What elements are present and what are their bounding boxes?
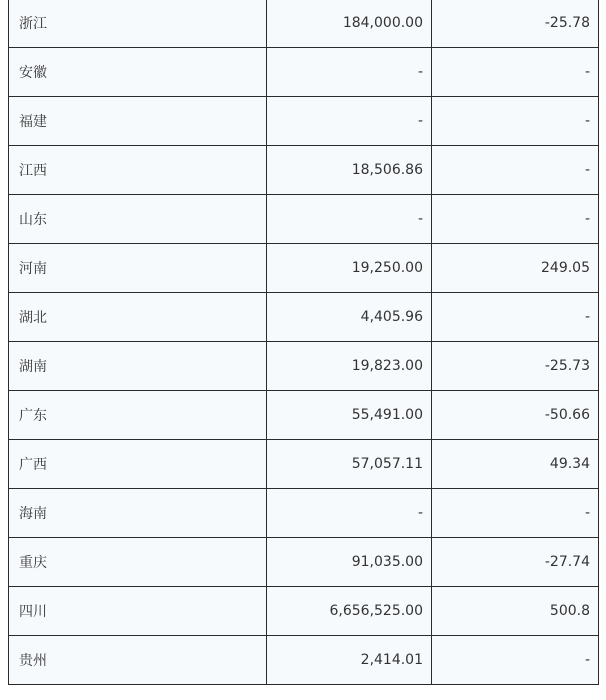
change-cell: -27.74	[432, 538, 599, 587]
region-cell: 安徽	[9, 48, 267, 97]
value-cell: 19,250.00	[267, 244, 432, 293]
region-cell: 浙江	[9, 0, 267, 48]
value-cell: 6,656,525.00	[267, 587, 432, 636]
change-cell: -	[432, 636, 599, 685]
region-cell: 河南	[9, 244, 267, 293]
value-cell: 91,035.00	[267, 538, 432, 587]
change-cell: -	[432, 195, 599, 244]
value-cell: -	[267, 48, 432, 97]
data-table	[8, 0, 599, 685]
change-cell: -	[432, 146, 599, 195]
table-row	[9, 440, 599, 489]
table-row	[9, 587, 599, 636]
value-cell: 19,823.00	[267, 342, 432, 391]
table-row	[9, 293, 599, 342]
change-cell: -	[432, 97, 599, 146]
table-body	[9, 0, 599, 685]
table-row	[9, 146, 599, 195]
value-cell: -	[267, 489, 432, 538]
value-cell: 184,000.00	[267, 0, 432, 48]
region-cell: 湖南	[9, 342, 267, 391]
value-cell: -	[267, 195, 432, 244]
change-cell: -	[432, 48, 599, 97]
table-row	[9, 636, 599, 685]
table-row	[9, 538, 599, 587]
change-cell: 249.05	[432, 244, 599, 293]
table-row	[9, 342, 599, 391]
region-cell: 江西	[9, 146, 267, 195]
change-cell: -	[432, 293, 599, 342]
table-row	[9, 244, 599, 293]
change-cell: -50.66	[432, 391, 599, 440]
change-cell: 49.34	[432, 440, 599, 489]
value-cell: 57,057.11	[267, 440, 432, 489]
change-cell: -	[432, 489, 599, 538]
region-cell: 山东	[9, 195, 267, 244]
table-row	[9, 48, 599, 97]
region-cell: 重庆	[9, 538, 267, 587]
table-row	[9, 489, 599, 538]
table-row	[9, 391, 599, 440]
region-cell: 贵州	[9, 636, 267, 685]
value-cell: 55,491.00	[267, 391, 432, 440]
change-cell: 500.8	[432, 587, 599, 636]
region-cell: 四川	[9, 587, 267, 636]
region-cell: 湖北	[9, 293, 267, 342]
change-cell: -25.78	[432, 0, 599, 48]
region-cell: 广西	[9, 440, 267, 489]
value-cell: 2,414.01	[267, 636, 432, 685]
table-row	[9, 97, 599, 146]
value-cell: -	[267, 97, 432, 146]
region-cell: 海南	[9, 489, 267, 538]
change-cell: -25.73	[432, 342, 599, 391]
table-row	[9, 195, 599, 244]
region-cell: 福建	[9, 97, 267, 146]
region-cell: 广东	[9, 391, 267, 440]
value-cell: 4,405.96	[267, 293, 432, 342]
value-cell: 18,506.86	[267, 146, 432, 195]
table-row	[9, 0, 599, 48]
